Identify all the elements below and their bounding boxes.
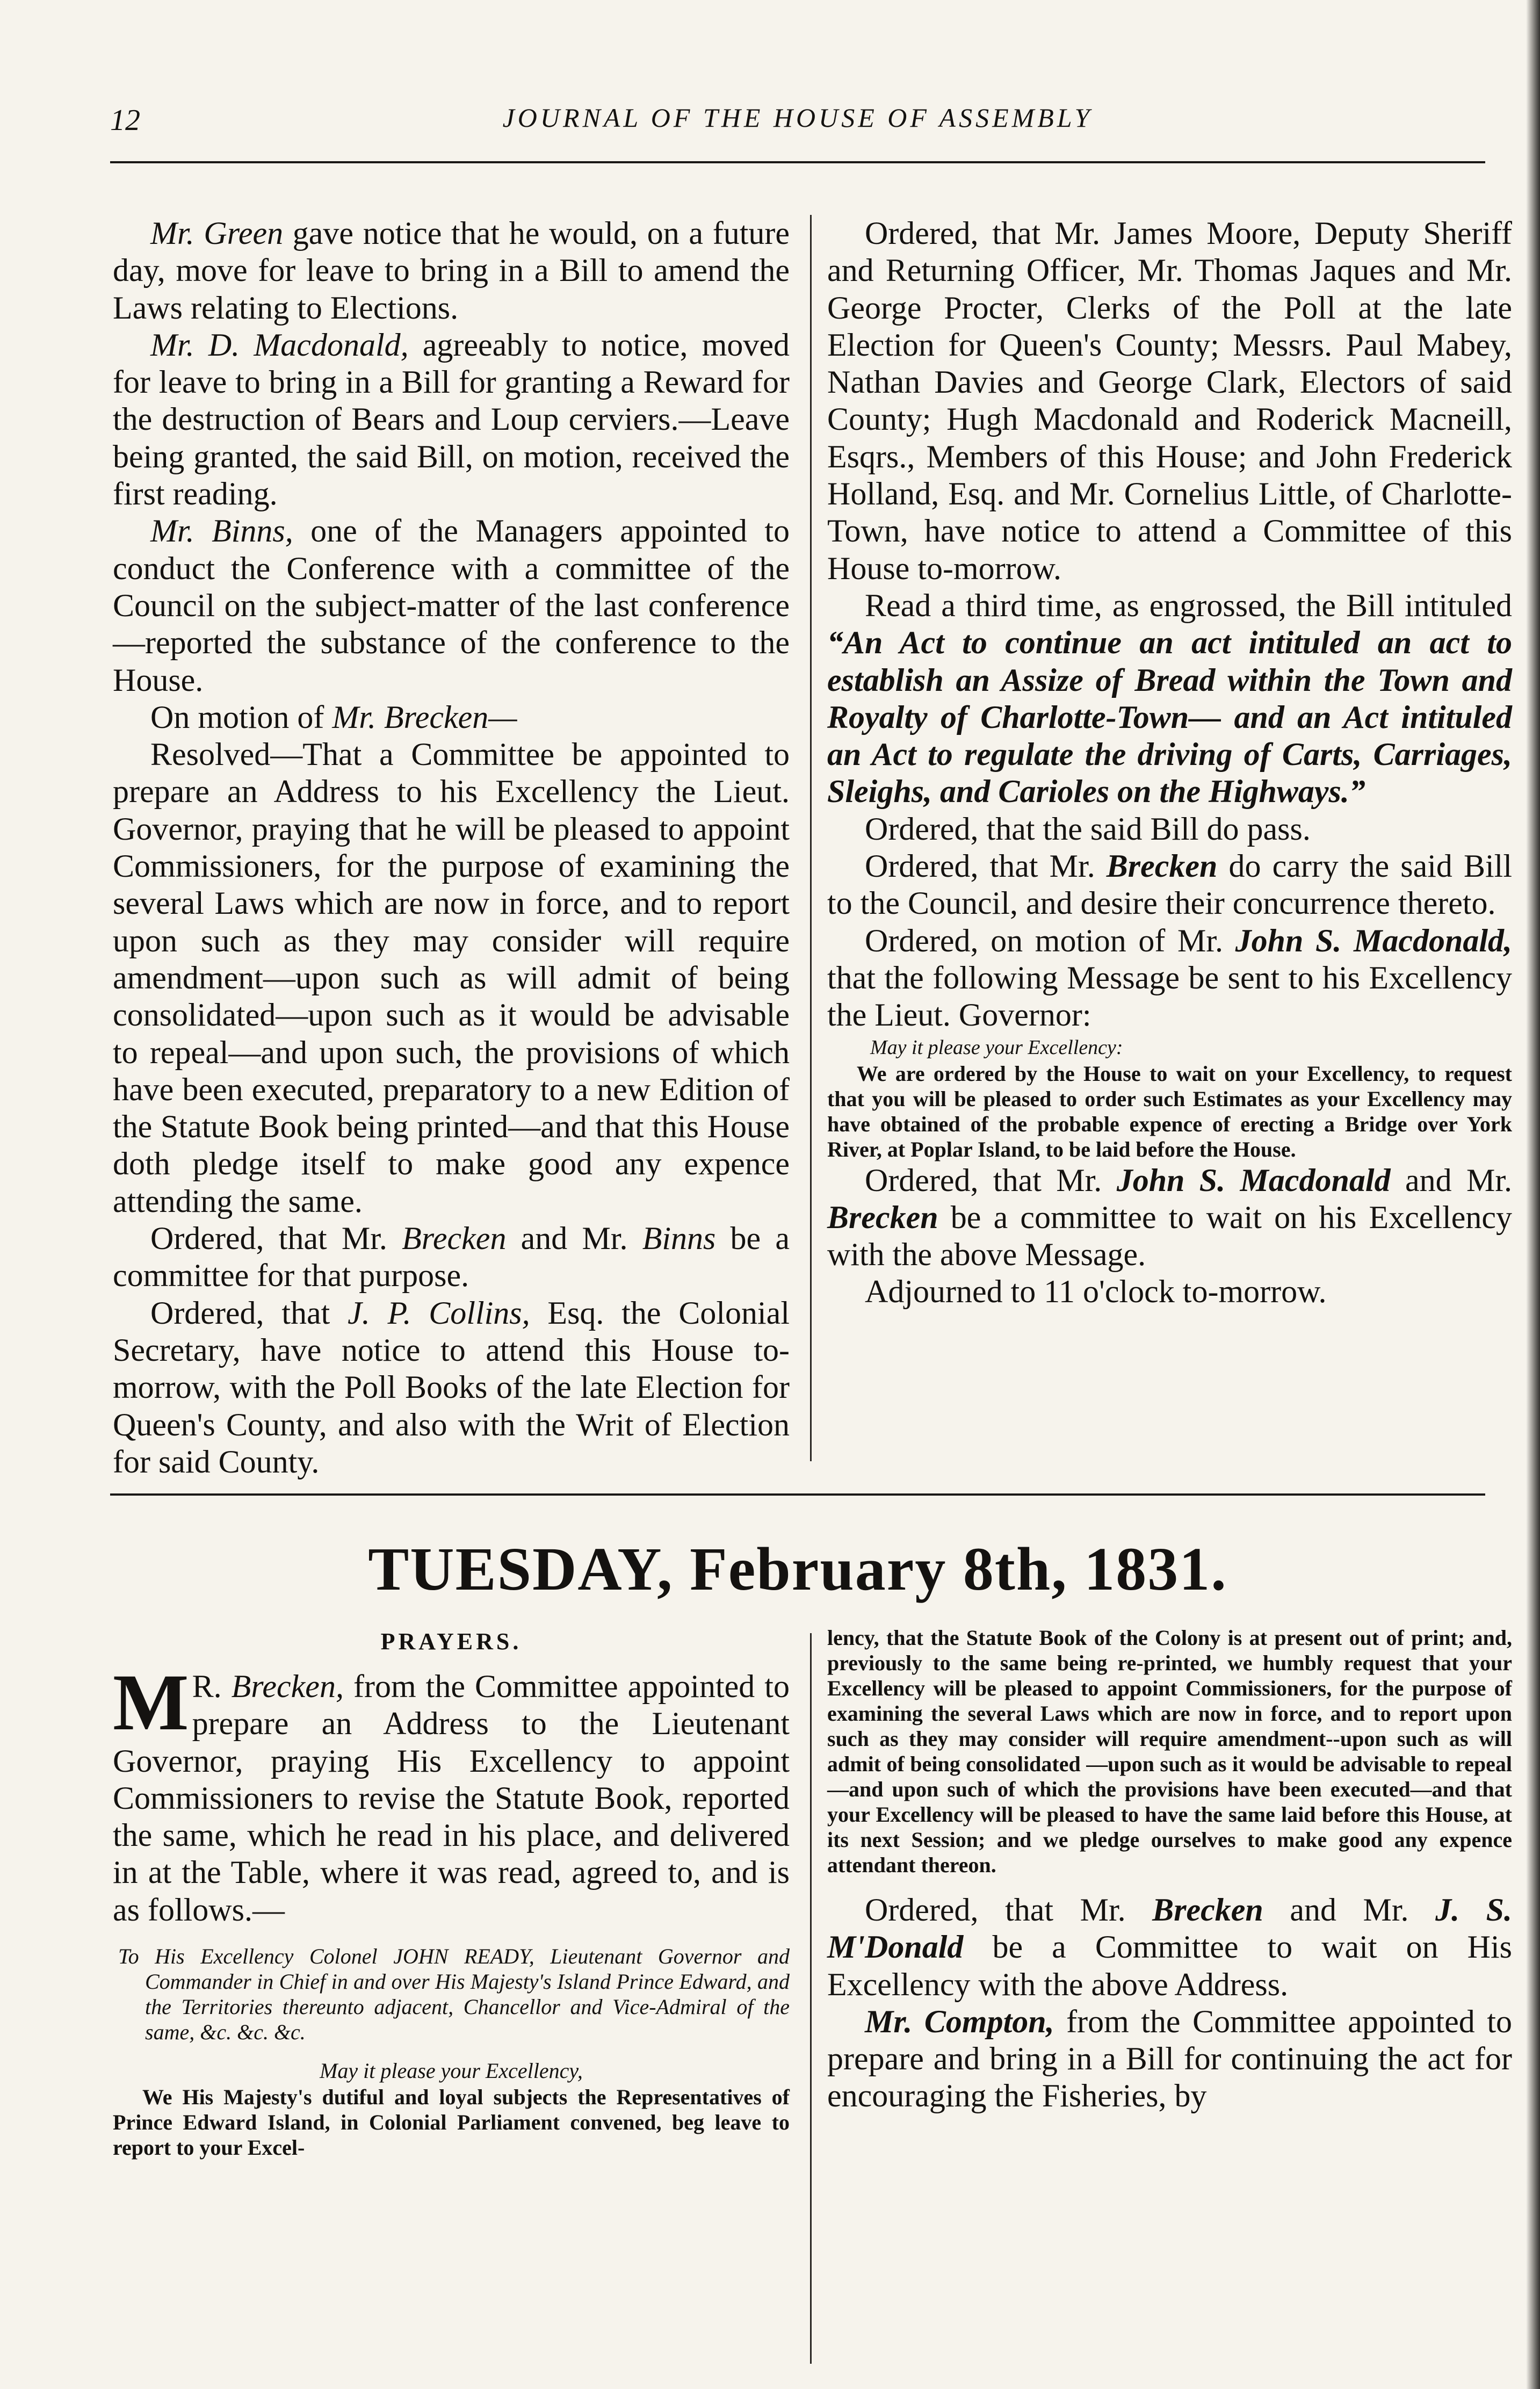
member-name: Brecken [1106,848,1218,884]
paragraph-text: Esq. the Colonial Secretary, have notice to attend this House to-morrow, with the Poll Books of the late Election for Queen's County, and also with the Writ of Election for said County. [113,1295,790,1479]
paragraph-macdonald-motion [113,327,790,513]
member-name: Mr. Brecken— [332,699,517,735]
column-divider-upper [810,215,812,1461]
paragraph-text: one of the Managers appointed to conduct the Conference with a committee of the Council on the subject-matter of the last conference—reported the substance of the conference to the House. [113,513,790,698]
address-body: We His Majesty's dutiful and loyal subjects the Representatives of Prince Edward Island, in Colonial Parliament convened, beg leave to report to your Excel- [113,2085,790,2160]
paragraph-carry-bill [827,848,1512,922]
paragraph-text: Ordered, that Mr. [865,848,1107,884]
address-recipient: To His Excellency Colonel JOHN READY, Lieutenant Governor and Commander in Chief in and over His Majesty's Island Prince Edward, and the Territories thereunto adjacent, Chancellor and Vice-Admiral of the same, &c. &c. &c. [118,1944,790,2045]
paragraph-collins-order [113,1295,790,1481]
paragraph-text: and Mr. [506,1221,642,1257]
member-name: Brecken [402,1221,507,1257]
section-rule [110,1493,1485,1496]
page-binding-shadow [1526,0,1540,2389]
paragraph-text: and Mr. [1390,1162,1512,1198]
address-body-continued: lency, that the Statute Book of the Colony is at present out of print; and, previously to the same being re-printed, we humbly request that your Excellency will be pleased to appoint Commissioners, for the purpose of examining the several Laws which are now in force, and to report upon such as they may consider will require amendment--upon such as will admit of being consolidated —upon such as it would be advisable to repeal—and upon such of which the provisions have been executed—and that your Excellency will be pleased to have the same laid before this House, at its next Session; and we pledge ourselves to make good any expence attendant thereon. [827,1626,1512,1877]
member-name: Binns [642,1221,716,1257]
right-column-lower [827,1625,1512,2115]
right-column-upper [827,215,1512,1311]
paragraph-address-committee [827,1892,1512,2003]
member-name: Brecken [1152,1892,1263,1928]
prayers-heading: PRAYERS. [380,1628,522,1655]
paragraph-text: be a committee to wait on his Excellency with the above Message. [827,1199,1512,1273]
paragraph-text: Ordered, that Mr. [150,1221,402,1257]
paragraph-text: R. [192,1669,232,1704]
paragraph-text: On motion of [150,699,332,735]
message-body: We are ordered by the House to wait on your Excellency, to request that you will be pleased to order such Estimates as your Excellency may have obtained of the probable expence of erecting a Bridge over York River, at Poplar Island, to be laid before the House. [827,1061,1512,1161]
header-rule [110,161,1485,163]
left-column-lower [113,1658,790,2160]
member-name: John S. Macdonald [1116,1162,1391,1198]
paragraph-bill-third-reading [827,587,1512,811]
address-salutation: May it please your Excellency, [320,2059,583,2083]
paragraph-text: be a Committee to wait on His Excellency with the above Address. [827,1929,1512,2002]
paragraph-resolved [113,736,790,1220]
paragraph-poll-notice: Ordered, that Mr. James Moore, Deputy Sheriff and Returning Officer, Mr. Thomas Jaques and Mr. George Procter, Clerks of the Poll at the late Election for Queen's County; Messrs. Paul Mabey, Nathan Davies and George Clark, Electors of said County; Hugh Macdonald and Roderick Macneill, Esqrs., Members of this House; and John Frederick Holland, Esq. and Mr. Cornelius Little, of Charlotte-Town, have notice to attend a Committee of this House to-morrow. [827,215,1512,586]
member-name: Mr. Green [150,215,284,251]
paragraph-text: Ordered, on motion of Mr. [865,922,1235,958]
member-name: J. S. M'Donald [827,1892,1513,1965]
paragraph-text: Ordered, that Mr. [865,1892,1153,1928]
paragraph-text: from the Committee appointed to prepare an Address to the Lieutenant Governor, praying His Excellency to appoint Commissioners to revise the Statute Book, reported the same, which he read in his place, and delivered in at the Table, where it was read, agreed to, and is as follows.— [113,1669,790,1928]
member-name: Mr. D. Macdonald, [150,327,409,363]
paragraph-text: Ordered, that Mr. [865,1162,1117,1198]
paragraph-text: Resolved—That a Committee be appointed to prepare an Address to his Excellency the Lieut. Governor, praying that he will be pleased to appoint Commissioners, for the purpose of examining the several Laws which are now in force, and to report upon such as they may consider will require amendment—upon such as will admit of being consolidated—upon such as it would be advisable to repeal—and upon such, the provisions of which have been executed, preparatory to a new Edition of the Statute Book being printed—and that this House doth pledge itself to make good any expence attending the same. [113,737,790,1219]
paragraph-text: do carry the said Bill to the Council, and desire their concurrence thereto. [827,848,1513,921]
member-name: Brecken [827,1199,938,1235]
member-name: John S. Macdonald, [1235,922,1512,958]
member-name: J. P. Collins, [348,1295,530,1331]
member-name: Mr. Compton, [865,2003,1054,2039]
paragraph-text: agreeably to notice, moved for leave to bring in a Bill for granting a Reward for the destruction of Bears and Loup cerviers.—Leave being granted, the said Bill, on motion, received the first reading. [113,327,790,512]
paragraph-text: Ordered, that [150,1295,348,1331]
paragraph-text: and Mr. [1263,1892,1436,1928]
paragraph-text: from the Committee appointed to prepare and bring in a Bill for continuing the act for encouraging the Fisheries, by [827,2003,1512,2114]
journal-title: JOURNAL OF THE HOUSE OF ASSEMBLY [502,103,1093,133]
left-column-upper [113,215,790,1481]
message-salutation: May it please your Excellency: [870,1036,1123,1059]
member-name: Mr. Binns, [150,513,293,549]
paragraph-text: be a committee for that purpose. [113,1221,790,1294]
paragraph-message-committee [827,1162,1512,1274]
running-head [110,97,1485,145]
paragraph-committee-order [113,1220,790,1295]
date-heading: TUESDAY, February 8th, 1831. [368,1535,1227,1603]
paragraph-binns-report [113,513,790,698]
paragraph-text: gave notice that he would, on a future day, move for leave to bring in a Bill to amend the Laws relating to Elections. [113,215,790,326]
paragraph-bill-pass: Ordered, that the said Bill do pass. [865,811,1311,847]
column-divider-lower [810,1633,812,2364]
page-number: 12 [110,104,140,137]
paragraph-brecken-report [113,1658,790,1929]
bill-title: “An Act to continue an act intituled an act to establish an Assize of Bread within the Town and Royalty of Charlotte-Town— and an Act intituled an Act to regulate the driving of Carts, Carriages, Sleighs, and Carioles on the Highways.” [827,625,1512,810]
drop-cap: M [113,1658,189,1747]
paragraph-brecken-motion [113,699,790,736]
paragraph-compton-report [827,2003,1512,2115]
paragraph-text: Read a third time, as engrossed, the Bill intituled [865,587,1512,623]
member-name: Brecken, [231,1669,344,1704]
paragraph-adjourned: Adjourned to 11 o'clock to-morrow. [865,1274,1327,1310]
paragraph-green-notice [113,215,790,327]
paragraph-message-motion [827,922,1512,1034]
paragraph-text: that the following Message be sent to his Excellency the Lieut. Governor: [827,959,1512,1033]
